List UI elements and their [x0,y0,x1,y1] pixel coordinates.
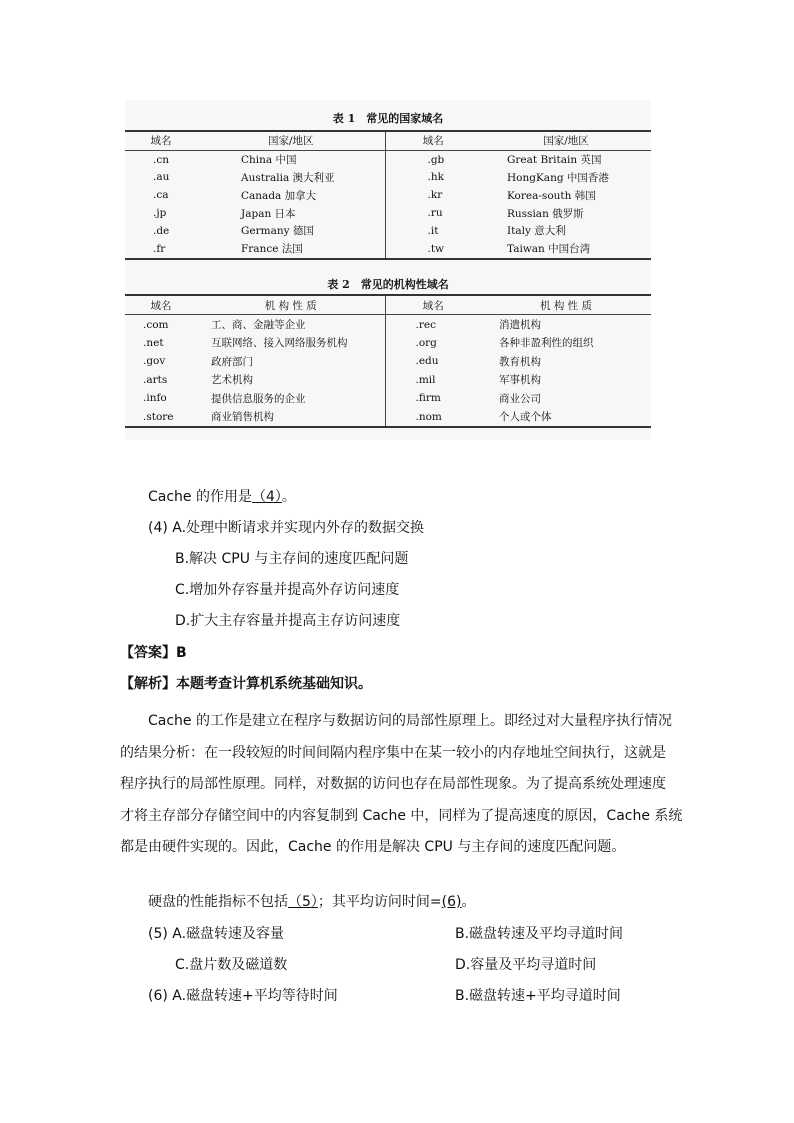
table-row [125,334,651,352]
country-domain-table [125,130,651,260]
question-5-stem [148,892,476,912]
q6-option-a: (6) A.磁盘转速+平均等待时间 [148,988,338,1004]
domain-cell: .org [385,334,481,352]
description-cell: 商业公司 [499,392,541,405]
domain-cell: .rec [385,315,481,334]
header-cell: 机 构 性 质 [481,295,651,315]
analysis-line: Cache 的工作是建立在程序与数据访问的局部性原理上。即经过对大量程序执行情况 [120,713,672,729]
scanned-tables-image [125,100,651,440]
domain-cell: .cn [153,153,169,166]
domain-cell: .edu [385,352,481,370]
description-cell: Japan 日本 [241,207,296,220]
domain-cell: .net [143,336,164,349]
answer-line [120,643,187,663]
org-domain-table [125,294,651,428]
q5-stem-mid: ；其平均访问时间= [317,894,442,910]
analysis-label: 【解析】 [120,676,176,692]
description-cell: Korea-south 韩国 [507,189,596,202]
table-header-row [125,131,651,150]
table-row [125,169,651,187]
analysis-line: 都是由硬件实现的。因此，Cache 的作用是解决 CPU 与主存间的速度匹配问题。 [120,839,626,855]
description-cell: 工、商、金融等企业 [211,319,306,332]
table-row [125,371,651,389]
domain-cell: .fr [125,240,197,259]
table-row [125,222,651,240]
answer-value: B [176,645,187,661]
description-cell: 个人或个体 [481,407,651,426]
description-cell: Germany 德国 [241,225,314,238]
table-row [125,315,651,334]
domain-cell: .arts [143,373,168,386]
analysis-line: 程序执行的局部性原理。同样，对数据的访问也存在局部性现象。为了提高系统处理速度 [120,776,666,792]
domain-cell: .jp [153,207,167,220]
description-cell: Canada 加拿大 [241,189,317,202]
analysis-line: 才将主存部分存储空间中的内容复制到 Cache 中，同样为了提高速度的原因，Cache 系统 [120,807,683,824]
q5-option-a: (5) A.磁盘转速及容量 [148,926,285,942]
domain-cell: .store [125,407,197,426]
description-cell: Taiwan 中国台湾 [481,240,651,259]
domain-cell: .hk [385,169,481,187]
q4-option-a: (4) A.处理中断请求并实现内外存的数据交换 [148,520,425,536]
table-row [125,150,651,168]
table-row [125,389,651,407]
domain-cell: .mil [385,371,481,389]
description-cell: 互联网络、接入网络服务机构 [211,337,348,350]
description-cell: 艺术机构 [211,374,253,387]
header-cell: 国家/地区 [197,131,385,150]
domain-cell: .firm [385,389,481,407]
q6-option-b: B.磁盘转速+平均寻道时间 [455,988,621,1004]
analysis-title: 本题考查计算机系统基础知识。 [176,676,372,692]
table-row [125,204,651,222]
analysis-paragraph [120,706,683,864]
description-cell: France 法国 [197,240,385,259]
description-cell: 政府部门 [211,355,253,368]
domain-cell: .ca [153,189,169,202]
q4-blank: （4） [252,489,282,505]
domain-cell: .gb [385,150,481,168]
description-cell: 教育机构 [499,355,541,368]
q5-stem-prefix: 硬盘的性能指标不包括 [148,894,288,910]
header-cell: 国家/地区 [481,131,651,150]
analysis-heading [120,674,372,694]
q5-stem-suffix: 。 [461,894,476,910]
table-row [125,407,651,426]
answer-label: 【答案】 [120,645,176,661]
q4-option-b: B.解决 CPU 与主存间的速度匹配问题 [175,551,409,567]
header-cell: 域名 [125,295,197,315]
table-header-row [125,295,651,315]
q5-option-c: C.盘片数及磁道数 [175,957,288,973]
domain-cell: .de [153,224,170,237]
header-cell: 机 构 性 质 [197,295,385,315]
q6-blank: (6) [441,894,462,910]
description-cell: Australia 澳大利亚 [241,171,335,184]
q4-option-d: D.扩大主存容量并提高主存访问速度 [175,613,401,629]
description-cell: 各种非盈利性的组织 [499,337,594,350]
q4-option-c: C.增加外存容量并提高外存访问速度 [175,582,400,598]
description-cell: 消遣机构 [499,319,541,332]
analysis-line: 的结果分析：在一段较短的时间间隔内程序集中在某一较小的内存地址空间执行，这就是 [120,744,666,761]
q5-option-d: D.容量及平均寻道时间 [455,957,597,973]
q5-blank: （5） [288,894,318,910]
domain-cell: .kr [385,186,481,204]
domain-cell: .it [385,222,481,240]
description-cell: 提供信息服务的企业 [211,392,306,405]
question-4-stem [148,487,296,507]
table-row [125,240,651,259]
domain-cell: .gov [143,355,166,368]
description-cell: HongKang 中国香港 [507,171,609,184]
description-cell: 军事机构 [499,374,541,387]
table-row [125,352,651,370]
table-row [125,186,651,204]
header-cell: 域名 [125,131,197,150]
description-cell: China 中国 [241,154,297,167]
domain-cell: .com [143,318,169,331]
header-cell: 域名 [385,131,481,150]
q4-stem-prefix: Cache 的作用是 [148,489,252,505]
q4-stem-suffix: 。 [281,489,296,505]
q5-option-b: B.磁盘转速及平均寻道时间 [455,926,624,942]
description-cell: Russian 俄罗斯 [507,207,584,220]
domain-cell: .nom [385,407,481,426]
table2-caption: 表 2 常见的机构性域名 [327,278,449,291]
domain-cell: .ru [385,204,481,222]
domain-cell: .tw [385,240,481,259]
description-cell: 商业销售机构 [197,407,385,426]
header-cell: 域名 [385,295,481,315]
description-cell: Great Britain 英国 [507,154,602,167]
domain-cell: .au [153,171,170,184]
table1-caption: 表 1 常见的国家域名 [332,112,444,125]
domain-cell: .info [143,392,167,405]
description-cell: Italy 意大利 [507,225,566,238]
